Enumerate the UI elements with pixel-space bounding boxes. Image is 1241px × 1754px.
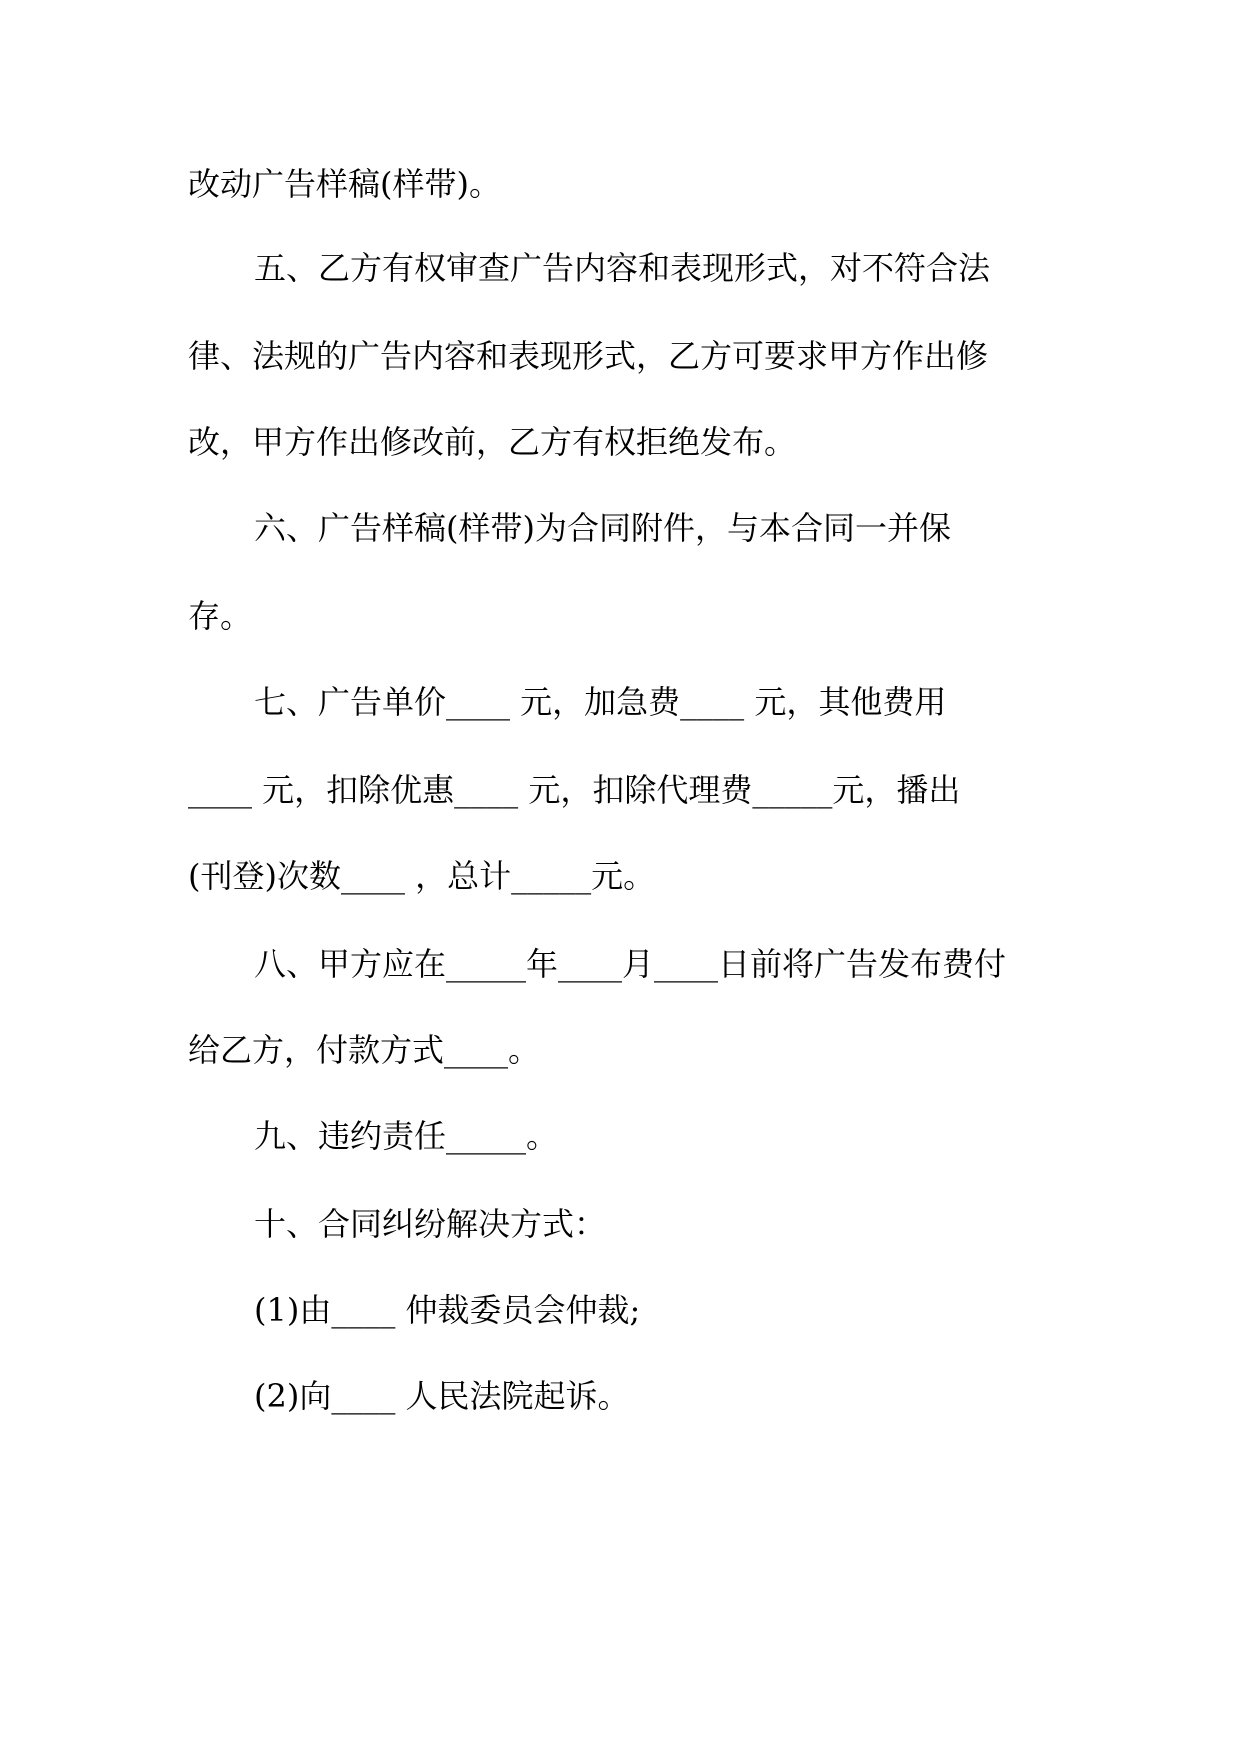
text-line-1: 改动广告样稿(样带)。 xyxy=(188,165,501,203)
clause-7-line-1: 七、广告单价____ 元，加急费____ 元，其他费用 xyxy=(254,683,947,721)
clause-10-line-1: 十、合同纠纷解决方式： xyxy=(254,1205,607,1243)
clause-8-line-2: 给乙方，付款方式____。 xyxy=(188,1031,541,1069)
clause-10-item-2: (2)向____ 人民法院起诉。 xyxy=(254,1377,630,1415)
clause-9-line-1: 九、违约责任_____。 xyxy=(254,1117,559,1155)
clause-5-line-1: 五、乙方有权审查广告内容和表现形式，对不符合法 xyxy=(254,249,991,287)
clause-6-line-2: 存。 xyxy=(188,597,253,635)
clause-8-line-1: 八、甲方应在_____年____月____日前将广告发布费付 xyxy=(254,945,1007,983)
clause-5-line-3: 改，甲方作出修改前，乙方有权拒绝发布。 xyxy=(188,423,797,461)
clause-5-line-2: 律、法规的广告内容和表现形式，乙方可要求甲方作出修 xyxy=(188,337,989,375)
clause-7-line-3: (刊登)次数____ ，总计_____元。 xyxy=(188,857,656,895)
clause-6-line-1: 六、广告样稿(样带)为合同附件，与本合同一并保 xyxy=(254,509,951,547)
clause-10-item-1: (1)由____ 仲裁委员会仲裁; xyxy=(254,1291,641,1329)
clause-7-line-2: ____ 元，扣除优惠____ 元，扣除代理费_____元，播出 xyxy=(188,771,961,809)
